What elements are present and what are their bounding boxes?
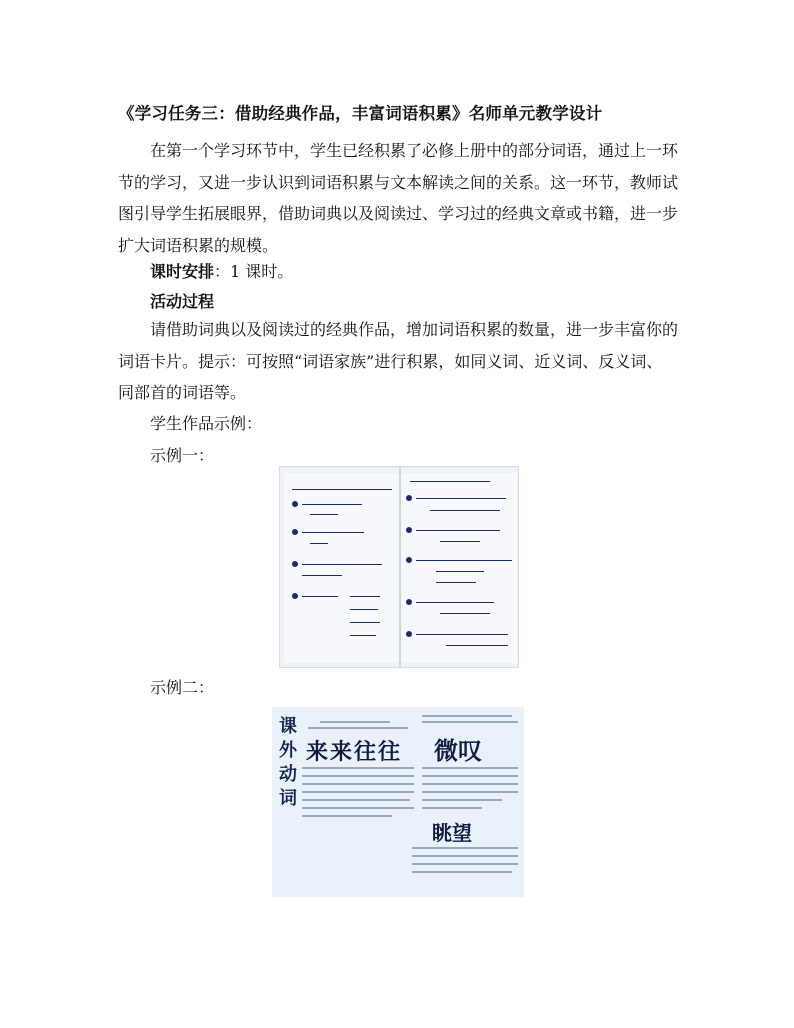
- schedule-line: [150, 260, 293, 284]
- handwriting-mark: [302, 532, 364, 533]
- handwriting-mark: [302, 564, 382, 565]
- handwriting-mark: [350, 622, 380, 623]
- handwriting-mark: [410, 481, 490, 482]
- handwriting-mark: [416, 634, 508, 635]
- bullet-icon: [406, 527, 412, 533]
- handwriting-mark: [412, 847, 518, 849]
- handwriting-mark: [350, 609, 378, 610]
- handwriting-mark: [302, 504, 362, 505]
- handwriting-mark: [416, 530, 500, 531]
- handwriting-mark: [422, 799, 502, 801]
- bullet-icon: [292, 501, 298, 507]
- handwriting-mark: [416, 498, 506, 499]
- featured-word-2: 微叹: [434, 737, 482, 765]
- schedule-value: ：1 课时。: [214, 262, 294, 281]
- handwriting-mark: [422, 775, 518, 777]
- handwriting-mark: [416, 602, 494, 603]
- handwriting-mark: [446, 645, 508, 646]
- handwriting-mark: [302, 815, 392, 817]
- handwriting-mark: [302, 575, 342, 576]
- vertical-title: 课外动词: [279, 716, 297, 809]
- featured-word-1: 来来往往: [306, 740, 403, 765]
- featured-word-3: 眺望: [432, 821, 472, 845]
- handwriting-mark: [440, 541, 480, 542]
- bullet-icon: [292, 593, 298, 599]
- handwriting-mark: [310, 514, 338, 515]
- handwriting-mark: [416, 560, 512, 561]
- card-left-page: [284, 473, 400, 663]
- bullet-icon: [406, 557, 412, 563]
- handwriting-mark: [412, 855, 518, 857]
- handwriting-mark: [302, 799, 410, 801]
- handwriting-mark: [440, 613, 490, 614]
- handwriting-mark: [422, 783, 518, 785]
- activity-paragraph: 请借助词典以及阅读过的经典作品，增加词语积累的数量，进一步丰富你的词语卡片。提示：可按照“词语家族”进行积累，如同义词、近义词、反义词、同部首的词语等。: [118, 320, 679, 402]
- schedule-label: 课时安排: [150, 262, 215, 281]
- works-label: 学生作品示例：: [150, 414, 263, 433]
- handwriting-mark: [302, 791, 414, 793]
- activity-heading: 活动过程: [150, 292, 215, 311]
- document-title: 《学习任务三：借助经典作品，丰富词语积累》名师单元教学设计: [118, 104, 603, 123]
- bullet-icon: [406, 495, 412, 501]
- handwriting-mark: [436, 582, 476, 583]
- handwriting-mark: [320, 721, 390, 723]
- bullet-icon: [406, 599, 412, 605]
- intro-paragraph: 在第一个学习环节中，学生已经积累了必修上册中的部分词语，通过上一环节的学习，又进一步认识到词语积累与文本解读之间的关系。这一环节，教师试图引导学生拓展眼界，借助词典以及阅读过、学习过的经典文章或书籍，进一步扩大词语积累的规模。: [118, 141, 679, 255]
- bullet-icon: [292, 529, 298, 535]
- handwriting-mark: [308, 727, 408, 729]
- handwriting-mark: [422, 721, 518, 723]
- example2-card-image: [272, 707, 524, 897]
- handwriting-mark: [302, 783, 414, 785]
- handwriting-mark: [350, 635, 376, 636]
- card-fold: [399, 467, 401, 668]
- handwriting-mark: [436, 571, 484, 572]
- example1-card-image: [279, 466, 519, 668]
- handwriting-mark: [302, 596, 338, 597]
- handwriting-mark: [430, 510, 500, 511]
- handwriting-mark: [292, 489, 392, 490]
- handwriting-mark: [350, 596, 380, 597]
- handwriting-mark: [422, 715, 512, 717]
- bullet-icon: [292, 561, 298, 567]
- handwriting-mark: [422, 791, 518, 793]
- handwriting-mark: [412, 871, 512, 873]
- handwriting-mark: [302, 775, 414, 777]
- handwriting-mark: [422, 807, 482, 809]
- handwriting-mark: [412, 863, 518, 865]
- handwriting-mark: [422, 767, 518, 769]
- handwriting-mark: [302, 767, 414, 769]
- handwriting-mark: [310, 543, 328, 544]
- example1-label: 示例一：: [150, 446, 215, 465]
- handwriting-mark: [302, 807, 414, 809]
- example2-label: 示例二：: [150, 678, 215, 697]
- bullet-icon: [406, 631, 412, 637]
